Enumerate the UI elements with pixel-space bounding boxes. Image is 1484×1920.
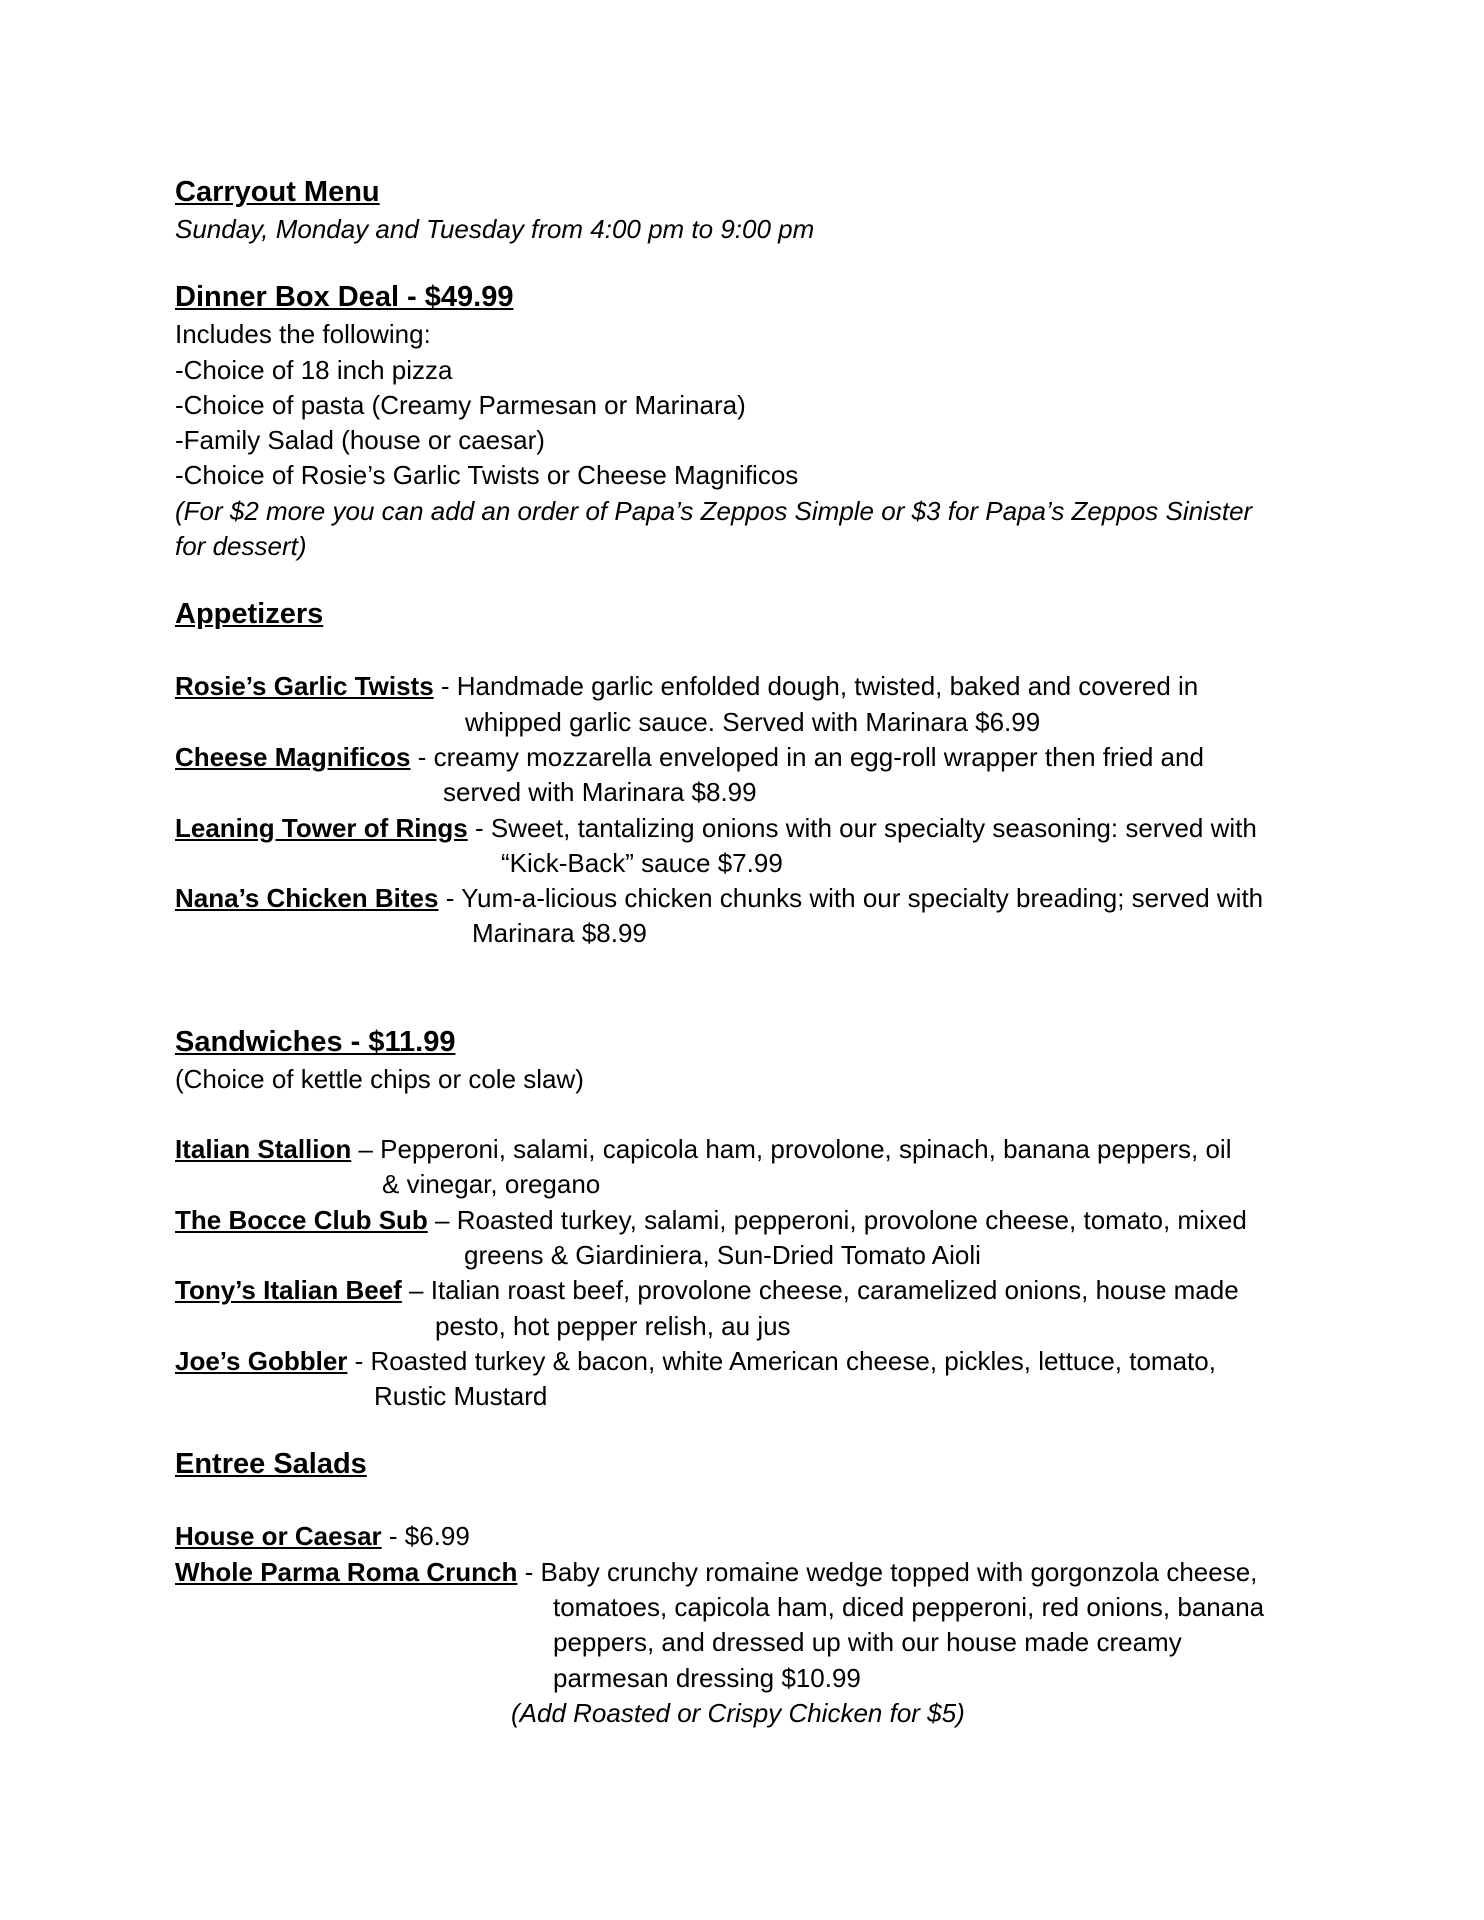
sandwich-desc: – Roasted turkey, salami, pepperoni, provolone cheese, tomato, mixed <box>427 1204 1247 1235</box>
appetizer-item <box>175 740 1315 811</box>
sandwich-desc-cont: pesto, hot pepper relish, au jus <box>435 1310 791 1341</box>
sandwich-name: Tony’s Italian Beef <box>175 1275 402 1306</box>
salad-name: House or Caesar <box>175 1521 382 1552</box>
appetizer-name: Leaning Tower of Rings <box>175 812 468 843</box>
sandwich-desc-cont: & vinegar, oregano <box>382 1169 601 1200</box>
appetizer-desc: - Sweet, tantalizing onions with our specialty seasoning: served with <box>467 812 1257 843</box>
sandwiches-subtitle: (Choice of kettle chips or cole slaw) <box>175 1063 584 1094</box>
dinner-box-item: -Family Salad (house or caesar) <box>175 425 545 456</box>
sandwich-name: The Bocce Club Sub <box>175 1204 428 1235</box>
appetizers-heading: Appetizers <box>175 598 324 631</box>
salads-heading: Entree Salads <box>175 1448 367 1481</box>
appetizers-section <box>175 594 1315 951</box>
sandwich-desc-cont: greens & Giardiniera, Sun-Dried Tomato Aioli <box>464 1239 981 1270</box>
hours-text: Sunday, Monday and Tuesday from 4:00 pm to 9:00 pm <box>175 214 815 244</box>
sandwich-desc: - Roasted turkey & bacon, white American cheese, pickles, lettuce, tomato, <box>347 1345 1216 1376</box>
sandwich-desc: – Pepperoni, salami, capicola ham, provolone, spinach, banana peppers, oil <box>351 1134 1232 1165</box>
sandwich-name: Italian Stallion <box>175 1134 352 1165</box>
appetizer-desc: - Handmade garlic enfolded dough, twisted, baked and covered in <box>433 671 1199 702</box>
salad-desc-cont: tomatoes, capicola ham, diced pepperoni, red onions, banana <box>553 1592 1265 1623</box>
sandwiches-section <box>175 1022 1315 1415</box>
sandwich-item <box>175 1203 1315 1274</box>
dinner-box-item: -Choice of pasta (Creamy Parmesan or Marinara) <box>175 389 746 420</box>
menu-title: Carryout Menu <box>175 176 380 208</box>
sandwiches-heading: Sandwiches - $11.99 <box>175 1025 456 1058</box>
salad-desc-cont: peppers, and dressed up with our house made creamy <box>553 1627 1182 1658</box>
sandwich-item <box>175 1344 1315 1415</box>
appetizer-item <box>175 669 1315 740</box>
dinner-box-note: (For $2 more you can add an order of Papa’s Zeppos Simple or $3 for Papa’s Zeppos Sinister <box>175 495 1253 526</box>
appetizer-item <box>175 881 1315 952</box>
appetizer-desc: - creamy mozzarella enveloped in an egg-roll wrapper then fried and <box>410 741 1204 772</box>
appetizer-desc-cont: whipped garlic sauce. Served with Marinara $6.99 <box>465 706 1041 737</box>
salads-section <box>175 1444 1315 1731</box>
appetizer-desc: - Yum-a-licious chicken chunks with our specialty breading; served with <box>438 883 1264 914</box>
appetizer-name: Nana’s Chicken Bites <box>175 883 439 914</box>
sandwich-desc: – Italian roast beef, provolone cheese, caramelized onions, house made <box>401 1275 1239 1306</box>
dinner-box-intro: Includes the following: <box>175 319 431 350</box>
salad-desc-cont: parmesan dressing $10.99 <box>553 1662 861 1693</box>
appetizer-name: Rosie’s Garlic Twists <box>175 671 434 702</box>
appetizer-item <box>175 811 1315 882</box>
dinner-box-note-cont: for dessert) <box>175 531 307 562</box>
salad-item <box>175 1555 1315 1696</box>
appetizer-desc-cont: served with Marinara $8.99 <box>443 777 757 808</box>
appetizer-desc-cont: “Kick-Back” sauce $7.99 <box>501 847 783 878</box>
salad-desc: - Baby crunchy romaine wedge topped with gorgonzola cheese, <box>517 1556 1258 1587</box>
salad-item <box>175 1519 1315 1554</box>
sandwich-desc-cont: Rustic Mustard <box>374 1381 548 1412</box>
menu-document <box>175 172 1315 1731</box>
dinner-box-section <box>175 277 1315 564</box>
appetizer-desc-cont: Marinara $8.99 <box>472 918 647 949</box>
add-chicken-note: (Add Roasted or Crispy Chicken for $5) <box>511 1697 965 1728</box>
dinner-box-heading: Dinner Box Deal - $49.99 <box>175 281 514 314</box>
sandwich-item <box>175 1273 1315 1344</box>
sandwich-name: Joe’s Gobbler <box>175 1345 348 1376</box>
dinner-box-item: -Choice of 18 inch pizza <box>175 354 453 385</box>
dinner-box-item: -Choice of Rosie’s Garlic Twists or Cheese Magnificos <box>175 460 799 491</box>
salad-price: - $6.99 <box>381 1521 470 1552</box>
appetizer-name: Cheese Magnificos <box>175 741 411 772</box>
sandwich-item <box>175 1132 1315 1203</box>
salad-name: Whole Parma Roma Crunch <box>175 1556 518 1587</box>
